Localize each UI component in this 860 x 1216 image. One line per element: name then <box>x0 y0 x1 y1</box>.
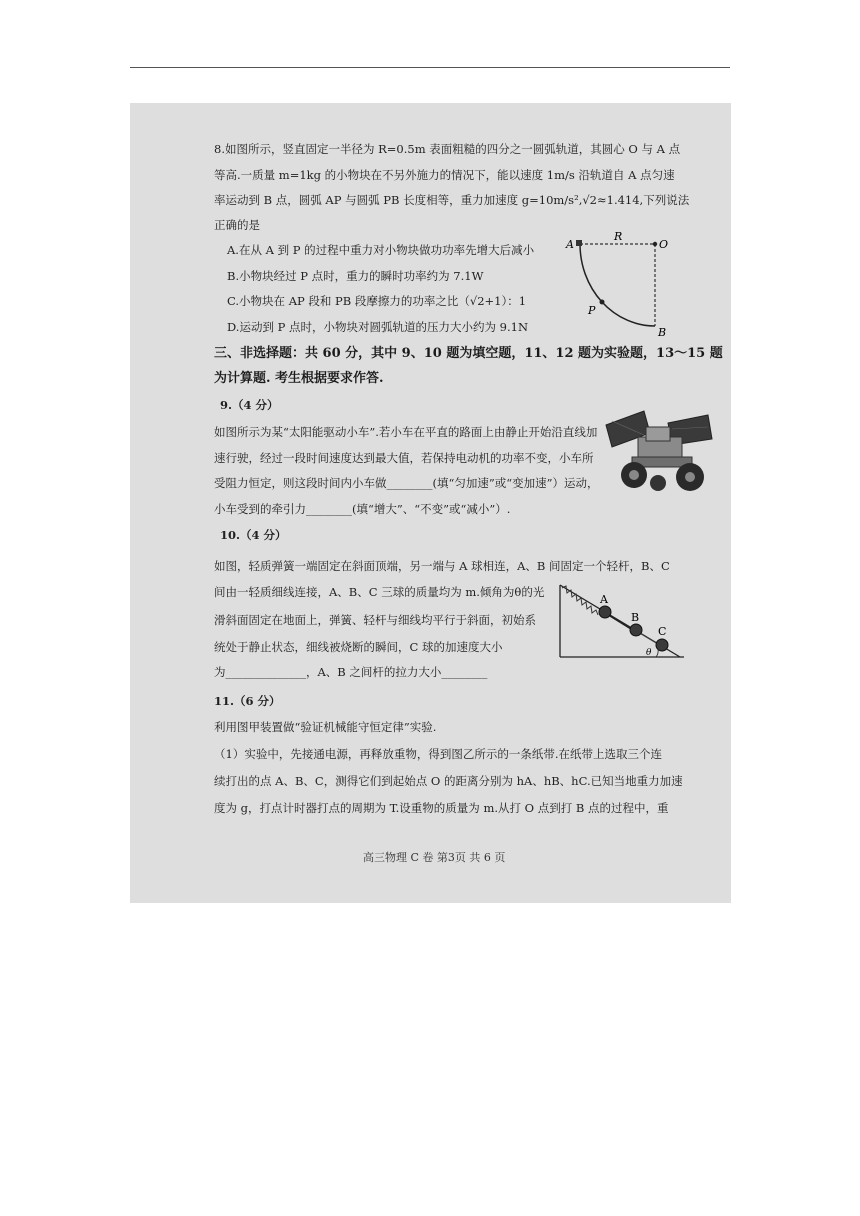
q10-number: 10.（4 分） <box>220 528 287 542</box>
q9-line-1: 如图所示为某“太阳能驱动小车”.若小车在平直的路面上由静止开始沿直线加 <box>214 425 598 439</box>
q10-line-4: 统处于静止状态，细线被烧断的瞬间，C 球的加速度大小 <box>214 640 503 654</box>
q10-line-2: 间由一轻质细线连接，A、B、C 三球的质量均为 m.倾角为θ的光 <box>214 585 545 599</box>
q9-number: 9.（4 分） <box>220 398 279 412</box>
q9-line-3: 受阻力恒定，则这段时间内小车做________(填“匀加速”或“变加速”）运动， <box>214 476 599 490</box>
section-3-heading-line-2: 为计算题. 考生根据要求作答. <box>214 371 384 386</box>
q10-incline-figure <box>558 583 688 665</box>
q8-label-o: O <box>659 238 669 251</box>
q11-line-3: 续打出的点 A、B、C，测得它们到起始点 O 的距离分别为 hA、hB、hC.已知当地重力加速 <box>214 774 683 788</box>
q8-line-3: 率运动到 B 点，圆弧 AP 与圆弧 PB 长度相等，重力加速度 g=10m/s²,√2≈1.414,下列说法 <box>214 193 690 207</box>
q10-label-b: B <box>631 611 640 624</box>
q8-label-r: R <box>614 230 623 243</box>
exam-page-photo <box>130 103 731 903</box>
q11-line-1: 利用图甲装置做“验证机械能守恒定律”实验. <box>214 720 437 734</box>
section-3-heading-line-1: 三、非选择题：共 60 分，其中 9、10 题为填空题，11、12 题为实验题，13～15 题 <box>214 346 723 361</box>
q8-label-p: P <box>588 304 596 317</box>
q8-line-4: 正确的是 <box>214 218 260 232</box>
q10-label-theta: θ <box>646 648 652 658</box>
q8-arc-figure <box>560 228 670 338</box>
q8-option-c: C.小物块在 AP 段和 PB 段摩擦力的功率之比（√2+1）：1 <box>227 294 527 308</box>
q9-line-2: 速行驶，经过一段时间速度达到最大值，若保持电动机的功率不变，小车所 <box>214 451 594 465</box>
q10-label-a: A <box>600 593 608 606</box>
q10-line-1: 如图，轻质弹簧一端固定在斜面顶端，另一端与 A 球相连，A、B 间固定一个轻杆，B、C <box>214 559 670 573</box>
q9-line-4: 小车受到的牵引力________(填“增大”、“不变”或“减小”）. <box>214 502 511 516</box>
q10-line-3: 滑斜面固定在地面上，弹簧、轻杆与细线均平行于斜面，初始系 <box>214 613 536 627</box>
q8-line-2: 等高.一质量 m=1kg 的小物块在不另外施力的情况下，能以速度 1m/s 沿轨道自 A 点匀速 <box>214 168 675 182</box>
page-top-rule <box>130 67 730 68</box>
q8-line-1: 8.如图所示，竖直固定一半径为 R=0.5m 表面粗糙的四分之一圆弧轨道，其圆心 O 与 A 点 <box>214 142 681 156</box>
q8-label-a: A <box>566 238 574 251</box>
page-footer: 高三物理 C 卷 第3页 共 6 页 <box>363 851 506 864</box>
q10-line-5: 为______________，A、B 之间杆的拉力大小________ <box>214 665 488 679</box>
q8-option-d: D.运动到 P 点时，小物块对圆弧轨道的压力大小约为 9.1N <box>227 320 529 334</box>
q11-line-4: 度为 g，打点计时器打点的周期为 T.设重物的质量为 m.从打 O 点到打 B 点的过程中，重 <box>214 801 669 815</box>
solar-car-image <box>598 403 718 503</box>
q11-line-2: （1）实验中，先接通电源，再释放重物，得到图乙所示的一条纸带.在纸带上选取三个连 <box>214 747 662 761</box>
q10-label-c: C <box>658 625 667 638</box>
q11-number: 11.（6 分） <box>214 694 281 708</box>
q8-option-b: B.小物块经过 P 点时，重力的瞬时功率约为 7.1W <box>227 269 484 283</box>
q8-option-a: A.在从 A 到 P 的过程中重力对小物块做功功率先增大后减小 <box>227 243 535 257</box>
q8-label-b: B <box>658 326 667 338</box>
